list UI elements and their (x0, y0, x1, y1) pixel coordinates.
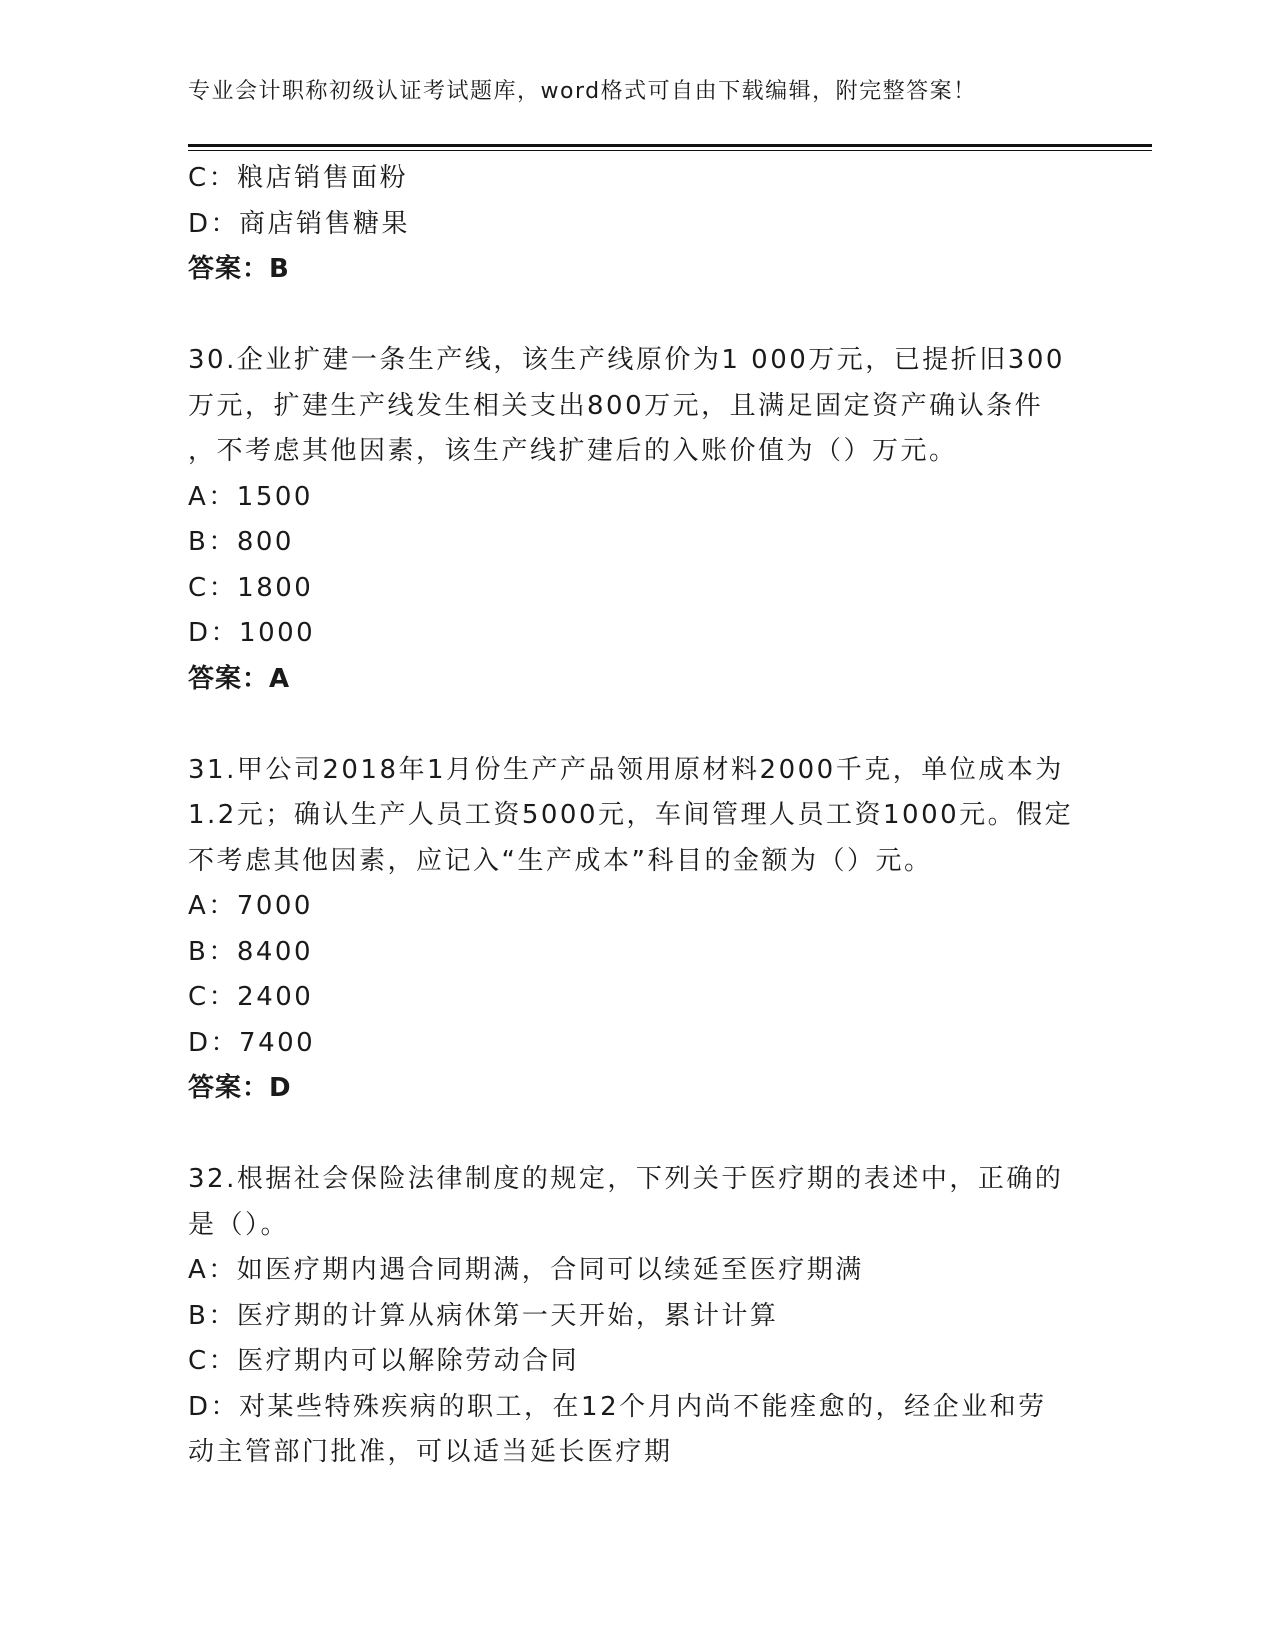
q30-option-c: C：1800 (188, 572, 314, 603)
q29-option-c: C：粮店销售面粉 (188, 163, 409, 193)
q32-option-a: A：如医疗期内遇合同期满，合同可以续延至医疗期满 (188, 1255, 864, 1285)
q31-option-b: B：8400 (188, 936, 314, 967)
q30-option-b: B：800 (188, 527, 294, 557)
q31-option-d: D：7400 (188, 1027, 316, 1058)
q32-option-d-line-2: 动主管部门批准，可以适当延长医疗期 (188, 1437, 673, 1467)
q32-option-b: B：医疗期的计算从病休第一天开始，累计计算 (188, 1300, 779, 1331)
page-header: 专业会计职称初级认证考试题库，word格式可自由下载编辑，附完整答案！ (188, 79, 977, 104)
q31-answer: 答案：D (188, 1073, 292, 1103)
q30-stem-line-1: 30.企业扩建一条生产线，该生产线原价为1 000万元，已提折旧300 (188, 345, 1065, 375)
document-body (188, 156, 1088, 1476)
spacer (188, 1112, 1088, 1158)
q29-option-d: D：商店销售糖果 (188, 208, 411, 239)
q31-stem-line-1: 31.甲公司2018年1月份生产产品领用原材料2000千克，单位成本为 (188, 754, 1064, 785)
q30-stem-line-2: 万元，扩建生产线发生相关支出800万元，且满足固定资产确认条件 (188, 390, 1044, 421)
q32-option-d-line-1: D：对某些特殊疾病的职工，在12个月内尚不能痊愈的，经企业和劳 (188, 1391, 1047, 1422)
q31-stem-line-3: 不考虑其他因素，应记入“生产成本”科目的金额为（）元。 (188, 845, 933, 876)
q29-answer: 答案：B (188, 254, 290, 284)
q31-stem-line-2: 1.2元；确认生产人员工资5000元，车间管理人员工资1000元。假定 (188, 800, 1074, 830)
header-rule-thick (188, 144, 1152, 147)
spacer (188, 702, 1088, 748)
q30-option-d: D：1000 (188, 618, 316, 648)
spacer (188, 293, 1088, 339)
q31-option-c: C：2400 (188, 982, 314, 1012)
q30-stem-line-3: ，不考虑其他因素，该生产线扩建后的入账价值为（）万元。 (188, 436, 958, 466)
q30-option-a: A：1500 (188, 481, 313, 512)
q31-option-a: A：7000 (188, 891, 313, 921)
q32-option-c: C：医疗期内可以解除劳动合同 (188, 1346, 580, 1376)
q30-answer: 答案：A (188, 663, 291, 694)
q32-stem-line-1: 32.根据社会保险法律制度的规定，下列关于医疗期的表述中，正确的 (188, 1164, 1064, 1194)
q32-stem-line-2: 是（）。 (188, 1209, 290, 1240)
header-rule-thin (188, 150, 1152, 151)
